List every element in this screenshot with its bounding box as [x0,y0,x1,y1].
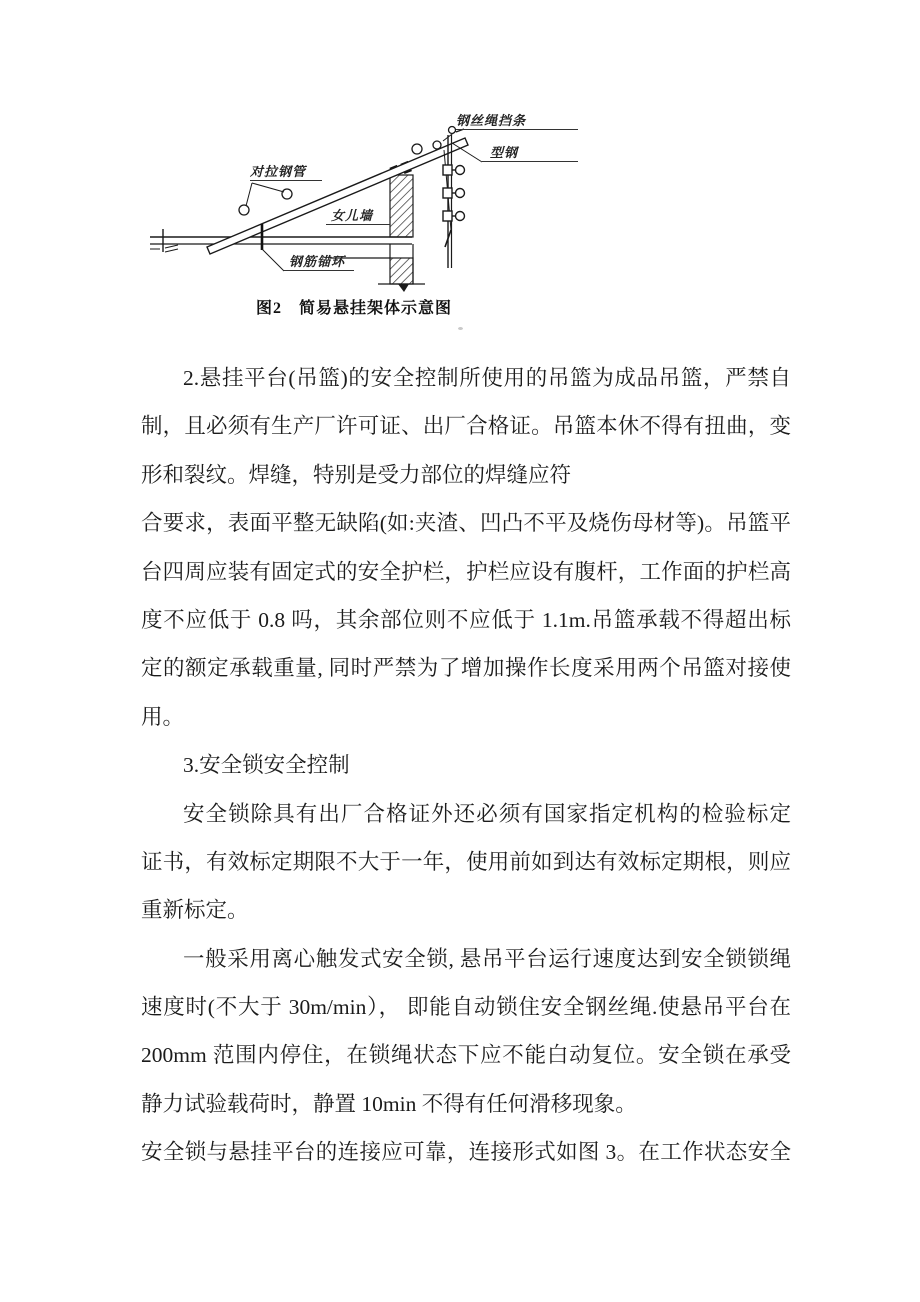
text-line: 一般采用离心触发式安全锁, 悬吊平台运行速度达到安全锁锁绳 [183,946,791,971]
text-line: 用。 [141,704,185,729]
text-line: 台四周应装有固定式的安全护栏，护栏应设有腹杆，工作面的护栏高 [141,559,791,584]
document-body [141,354,791,1177]
figure-label-parapet: 女儿墙 [326,209,390,225]
text-line: 静力试验载荷时，静置 10min 不得有任何滑移现象。 [141,1091,637,1116]
text-line: 2.悬挂平台(吊篮)的安全控制所使用的吊篮为成品吊篮，严禁自 [183,366,791,390]
text-line: 制，且必须有生产厂许可证、出厂合格证。吊篮本休不得有扭曲，变 [141,414,791,439]
text-line: 安全锁与悬挂平台的连接应可靠，连接形式如图 3。在工作状态安全 [141,1140,791,1165]
figure-label-rebar-anchor: 钢筋锚环 [284,255,354,271]
figure-label-tension-pipe: 对拉钢管 [250,165,322,181]
scan-artifact-dot [458,327,463,330]
text-line: 证书，有效标定期限不大于一年，使用前如到达有效标定期根，则应 [141,849,791,874]
text-line: 定的额定承载重量, 同时严禁为了增加操作长度采用两个吊篮对接使 [141,656,791,681]
text-line: 形和裂纹。焊缝，特别是受力部位的焊缝应符 [141,462,572,487]
text-line: 200mm 范围内停住，在锁绳状态下应不能白动复位。安全锁在承受 [141,1043,791,1068]
text-line: 合要求，表面平整无缺陷(如:夹渣、凹凸不平及烧伤母材等)。吊篮平 [141,511,791,536]
text-line: 度不应低于 0.8 吗，其余部位则不应低于 1.1m.吊篮承载不得超出标 [141,607,791,632]
figure-2 [0,0,920,340]
figure-caption: 图2 简易悬挂架体示意图 [256,300,453,317]
text-line: 3.安全锁安全控制 [183,753,350,778]
figure-label-shaped-steel: 型钢 [482,146,578,162]
figure-label-wire-rope-stop: 钢丝绳挡条 [456,114,578,130]
text-line: 速度时(不大于 30m/min）， 即能自动锁住安全钢丝绳.使悬吊平台在 [141,995,791,1020]
text-line: 重新标定。 [141,898,249,923]
text-line: 安全锁除具有出厂合格证外还必须有国家指定机构的检验标定 [183,801,791,826]
